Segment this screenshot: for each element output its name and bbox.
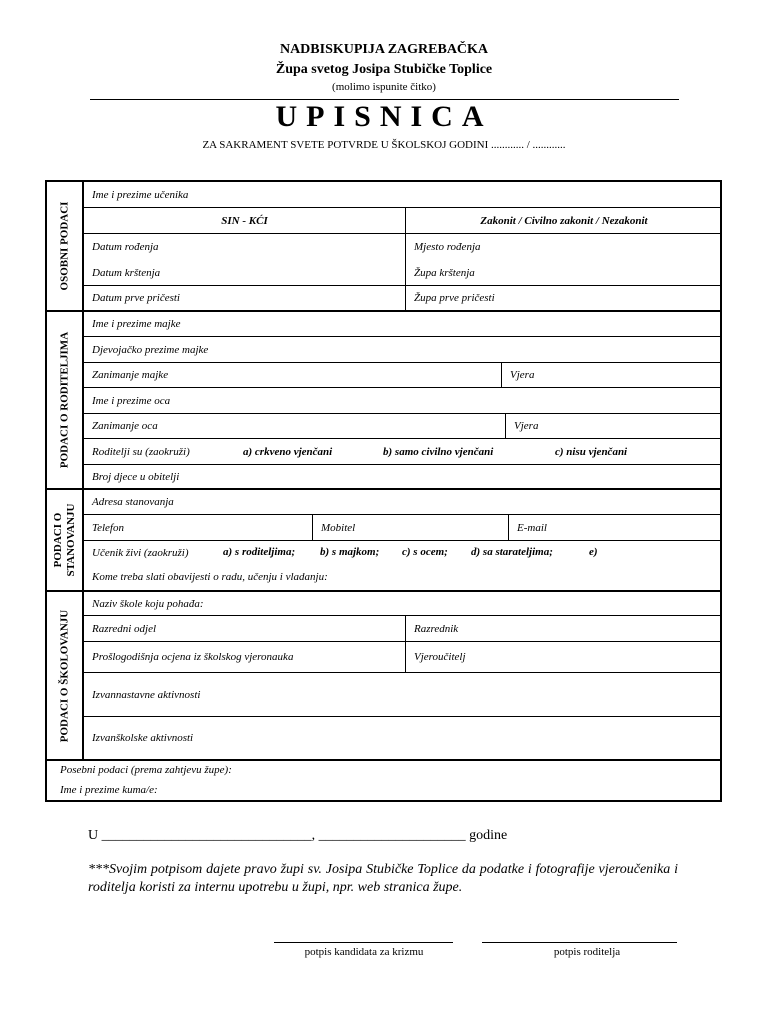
field-zupa-krstenja[interactable]: Župa krštenja bbox=[405, 260, 722, 285]
field-vjera-oca[interactable]: Vjera bbox=[505, 414, 722, 438]
place-date-line[interactable]: U ______________________________, _____________________ godine bbox=[88, 828, 508, 843]
option-crkveno[interactable]: a) crkveno vjenčani bbox=[243, 445, 333, 458]
option-nisu[interactable]: c) nisu vjenčani bbox=[555, 445, 628, 458]
field-kum[interactable]: Ime i prezime kuma/e: bbox=[60, 784, 158, 796]
field-ime-oca[interactable]: Ime i prezime oca bbox=[92, 394, 171, 407]
field-datum-rodenja[interactable]: Datum rođenja bbox=[92, 241, 159, 253]
form-row bbox=[84, 465, 722, 488]
field-vjeroucitelj[interactable]: Vjeroučitelj bbox=[405, 642, 722, 672]
form-row bbox=[84, 439, 722, 465]
section-roditelji bbox=[47, 312, 722, 490]
field-naziv-skole[interactable]: Naziv škole koju pohađa: bbox=[92, 597, 204, 610]
form-row bbox=[84, 515, 722, 541]
signature-line-candidate[interactable] bbox=[274, 942, 453, 943]
section-label-skolovanje: PODACI O ŠKOLOVANJU bbox=[47, 592, 84, 759]
field-mjesto-rodenja[interactable]: Mjesto rođenja bbox=[405, 234, 722, 260]
section-posebni bbox=[47, 761, 720, 802]
field-ime-majke[interactable]: Ime i prezime majke bbox=[92, 318, 181, 330]
form-row bbox=[84, 286, 722, 310]
form-row bbox=[84, 260, 722, 286]
form-row bbox=[84, 388, 722, 414]
field-djevojacko-prezime[interactable]: Djevojačko prezime majke bbox=[92, 343, 209, 356]
section-label-stanovanje: PODACI O STANOVANJU bbox=[47, 490, 84, 590]
registration-form bbox=[45, 180, 722, 802]
form-row bbox=[84, 208, 722, 234]
field-sin-kci[interactable]: SIN - KĆI bbox=[221, 214, 268, 227]
section-stanovanje bbox=[47, 490, 722, 592]
field-zanimanje-majke[interactable]: Zanimanje majke bbox=[92, 369, 169, 381]
field-izvanskolske[interactable]: Izvanškolske aktivnosti bbox=[92, 732, 194, 744]
field-email[interactable]: E-mail bbox=[508, 515, 722, 540]
form-row bbox=[84, 490, 722, 515]
field-zakonit[interactable]: Zakonit / Civilno zakonit / Nezakonit bbox=[405, 208, 722, 233]
page-subtitle: ZA SAKRAMENT SVETE POTVRDE U ŠKOLSKOJ GODINI ............ / ............ bbox=[202, 139, 566, 151]
form-row bbox=[84, 363, 722, 388]
field-roditelji-su: Roditelji su (zaokruži) bbox=[92, 445, 190, 458]
org-name: NADBISKUPIJA ZAGREBAČKA bbox=[279, 42, 489, 57]
field-ucenik-zivi: Učenik živi (zaokruži) bbox=[92, 547, 189, 559]
field-obavijesti[interactable]: Kome treba slati obavijesti o radu, učenju i vladanju: bbox=[92, 571, 328, 583]
option-s-majkom[interactable]: b) s majkom; bbox=[320, 546, 380, 558]
signature-label-parent: potpis roditelja bbox=[553, 946, 621, 958]
form-row bbox=[84, 337, 722, 363]
field-vjera-majke[interactable]: Vjera bbox=[501, 363, 722, 387]
field-razrednik[interactable]: Razrednik bbox=[405, 616, 722, 641]
section-label-osobni: OSOBNI PODACI bbox=[47, 182, 84, 310]
fill-note: (molimo ispunite čitko) bbox=[332, 81, 436, 93]
field-datum-krstenja[interactable]: Datum krštenja bbox=[92, 266, 161, 279]
consent-note: ***Svojim potpisom dajete pravo župi sv. Josipa Stubičke Toplice da podatke i fotografije vjeroučenika i roditelja koristi za internu upotrebu u župi, npr. web stranica župe. bbox=[88, 862, 678, 895]
signature-label-candidate: potpis kandidata za krizmu bbox=[304, 946, 424, 958]
form-row bbox=[84, 414, 722, 439]
form-row bbox=[84, 642, 722, 673]
field-ime-ucenika[interactable]: Ime i prezime učenika bbox=[92, 188, 189, 201]
section-skolovanje bbox=[47, 592, 722, 761]
field-posebni-podaci[interactable]: Posebni podaci (prema zahtjevu župe): bbox=[60, 764, 232, 776]
form-row bbox=[84, 182, 722, 208]
form-row bbox=[84, 592, 722, 616]
field-datum-pricesti[interactable]: Datum prve pričesti bbox=[92, 292, 180, 304]
parish-name: Župa svetog Josipa Stubičke Toplice bbox=[275, 62, 493, 77]
field-ocjena-vjeronauka[interactable]: Prošlogodišnja ocjena iz školskog vjeronauka bbox=[92, 651, 294, 663]
field-razredni-odjel[interactable]: Razredni odjel bbox=[92, 622, 157, 635]
field-izvannastavne[interactable]: Izvannastavne aktivnosti bbox=[92, 688, 201, 701]
option-s-ocem[interactable]: c) s ocem; bbox=[402, 546, 448, 558]
form-row bbox=[84, 717, 722, 759]
field-adresa[interactable]: Adresa stanovanja bbox=[92, 496, 174, 508]
field-mobitel[interactable]: Mobitel bbox=[312, 515, 508, 540]
section-label-roditelji: PODACI O RODITELJIMA bbox=[47, 312, 84, 488]
form-row bbox=[84, 616, 722, 642]
option-e[interactable]: e) bbox=[589, 546, 598, 558]
signature-line-parent[interactable] bbox=[482, 942, 677, 943]
field-broj-djece[interactable]: Broj djece u obitelji bbox=[92, 470, 180, 483]
field-zanimanje-oca[interactable]: Zanimanje oca bbox=[92, 420, 158, 432]
form-row bbox=[84, 673, 722, 717]
field-zupa-pricesti[interactable]: Župa prve pričesti bbox=[405, 286, 722, 310]
option-s-roditeljima[interactable]: a) s roditeljima; bbox=[223, 546, 296, 558]
form-row bbox=[84, 541, 722, 590]
section-osobni bbox=[47, 182, 722, 312]
form-row bbox=[84, 234, 722, 260]
option-sa-starateljima[interactable]: d) sa starateljima; bbox=[471, 546, 553, 558]
form-row bbox=[84, 312, 722, 337]
page-title: UPISNICA bbox=[275, 100, 493, 133]
field-telefon[interactable]: Telefon bbox=[92, 521, 124, 534]
option-civilno[interactable]: b) samo civilno vjenčani bbox=[383, 445, 494, 458]
